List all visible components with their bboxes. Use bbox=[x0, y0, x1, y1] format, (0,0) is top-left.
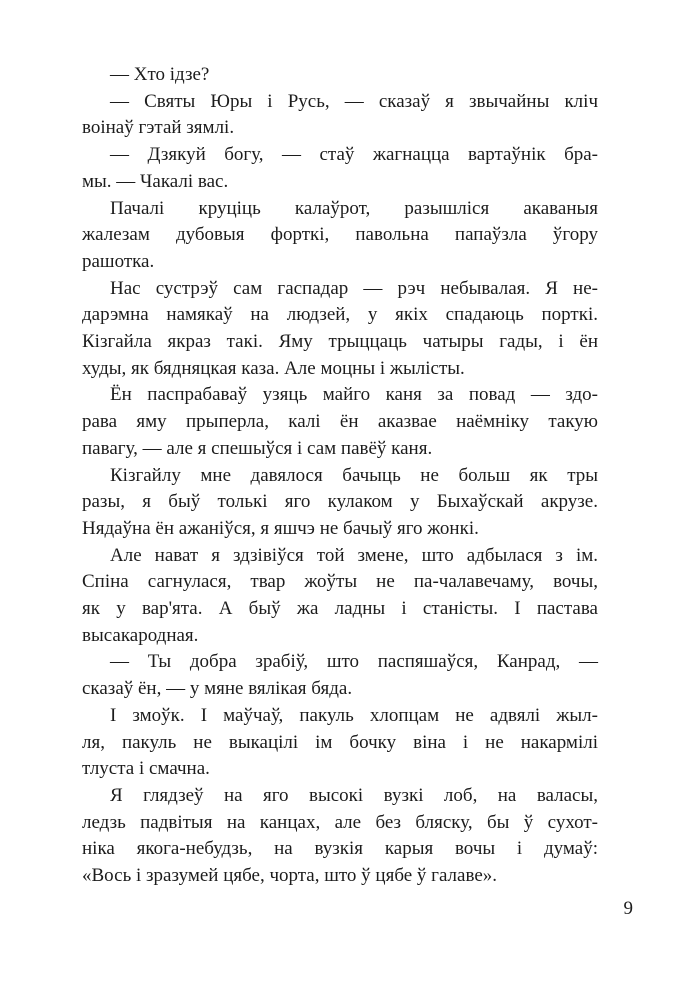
paragraph bbox=[82, 62, 598, 89]
paragraph bbox=[82, 703, 598, 783]
text-line: худы, як бядняцкая каза. Але моцны і жылісты. bbox=[82, 357, 465, 379]
text-line: — Ты добра зрабіў, што паспяшаўся, Канрад, — bbox=[110, 651, 598, 673]
text-line: Але нават я здзівіўся той змене, што адбылася з ім. bbox=[110, 544, 598, 566]
text-line: рава яму прыперла, калі ён аказвае наёмніку такую bbox=[82, 411, 598, 433]
text-line: — Дзякуй богу, — стаў жагнацца вартаўнік бра- bbox=[110, 144, 598, 166]
text-line: жалезам дубовыя форткі, павольна папаўзла ўгору bbox=[82, 224, 598, 246]
text-line: высакародная. bbox=[82, 624, 199, 646]
text-line: ледзь падвітыя на канцах, але без бляску, бы ў сухот- bbox=[82, 811, 598, 833]
text-line: Нядаўна ён ажаніўся, я яшчэ не бачыў яго жонкі. bbox=[82, 517, 479, 539]
text-line: дарэмна намякаў на людзей, у якіх спадаюць порткі. bbox=[82, 304, 598, 326]
text-line: павагу, — але я спешыўся і сам павёў каня. bbox=[82, 437, 433, 459]
text-line: Кізгайла якраз такі. Яму трыццаць чатыры гады, і ён bbox=[82, 331, 598, 353]
paragraph bbox=[82, 89, 598, 142]
page-text bbox=[82, 62, 598, 890]
text-line: Нас сустрэў сам гаспадар — рэч небывалая. Я не- bbox=[110, 277, 598, 299]
text-line: тлуста і смачна. bbox=[82, 758, 210, 780]
text-line: Кізгайлу мне давялося бачыць не больш як тры bbox=[110, 464, 598, 486]
text-line: Ён паспрабаваў узяць майго каня за повад — здо- bbox=[110, 384, 598, 406]
text-line: сказаў ён, — у мяне вялікая бяда. bbox=[82, 678, 353, 700]
paragraph bbox=[82, 463, 598, 543]
text-line: як у вар'ята. А быў жа ладны і станісты. І пастава bbox=[82, 598, 598, 620]
text-line: воінаў гэтай зямлі. bbox=[82, 117, 235, 139]
text-line: ніка якога-небудзь, на вузкія карыя вочы і думаў: bbox=[82, 838, 598, 860]
text-line: ля, пакуль не выкацілі ім бочку віна і не накармілі bbox=[82, 731, 598, 753]
paragraph bbox=[82, 783, 598, 890]
text-line: — Хто ідзе? bbox=[110, 64, 210, 85]
paragraph bbox=[82, 196, 598, 276]
text-line: Пачалі круціць калаўрот, разышліся акаваныя bbox=[110, 197, 598, 219]
text-line: рашотка. bbox=[82, 250, 155, 272]
paragraph bbox=[82, 543, 598, 650]
text-line: І змоўк. І маўчаў, пакуль хлопцам не адвялі жыл- bbox=[110, 704, 598, 726]
text-line: — Святы Юры і Русь, — сказаў я звычайны кліч bbox=[110, 90, 598, 112]
text-line: разы, я быў толькі яго кулаком у Быхаўскай акрузе. bbox=[82, 491, 598, 513]
text-line: Спіна сагнулася, твар жоўты не па-чалавечаму, вочы, bbox=[82, 571, 598, 593]
text-line: Я глядзеў на яго высокі вузкі лоб, на валасы, bbox=[110, 784, 598, 806]
paragraph bbox=[82, 649, 598, 702]
text-line: мы. — Чакалі вас. bbox=[82, 170, 229, 192]
page-number: 9 bbox=[623, 898, 633, 919]
text-line: «Вось і зразумей цябе, чорта, што ў цябе ў галаве». bbox=[82, 865, 498, 887]
paragraph bbox=[82, 142, 598, 195]
paragraph bbox=[82, 276, 598, 383]
paragraph bbox=[82, 382, 598, 462]
